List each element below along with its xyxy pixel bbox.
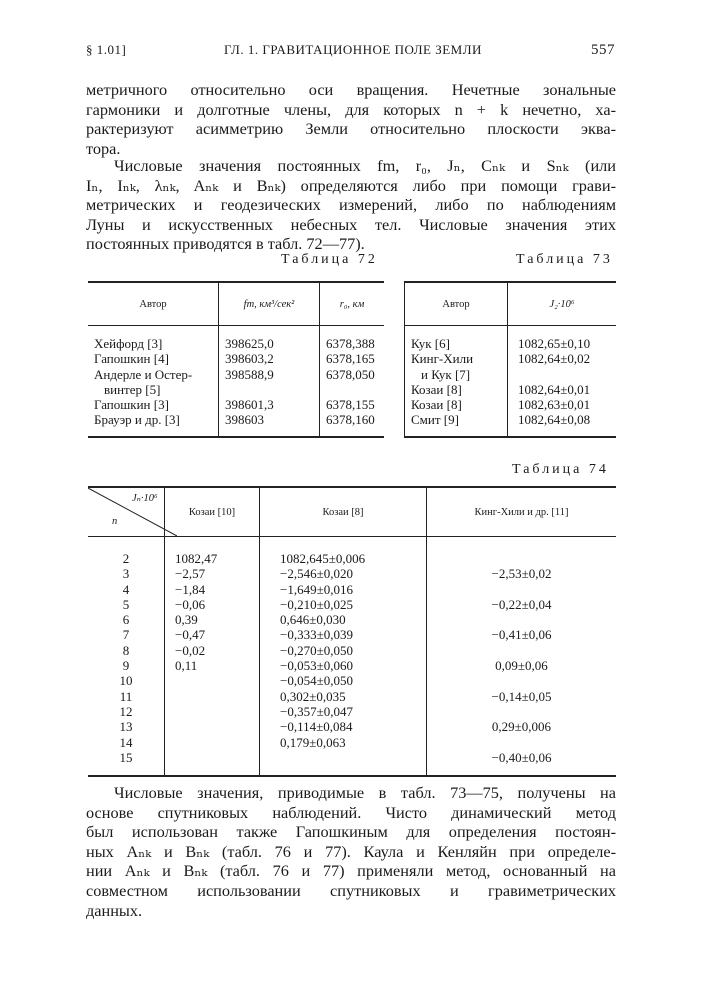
text-line: основе спутниковых наблюдений. Чисто динамический метод — [86, 802, 616, 822]
cell-kozai-10: −0,02 — [165, 643, 260, 658]
cell-fm: 398625,0 — [219, 336, 320, 351]
cell-kozai-10 — [165, 673, 260, 688]
cell-author: Гапошкин [4] — [88, 351, 219, 366]
cell-kozai-10: −0,47 — [165, 627, 260, 642]
cell-author: Козаи [8] — [405, 382, 508, 397]
cell-n: 10 — [88, 673, 165, 688]
table-row — [88, 643, 616, 658]
text-line: метрических и геодезических измерений, либо по наблюдениям — [86, 195, 616, 215]
running-title: ГЛ. 1. ГРАВИТАЦИОННОЕ ПОЛЕ ЗЕМЛИ — [224, 42, 482, 57]
cell-kozai-10: −1,84 — [165, 582, 260, 597]
cell-king-hele — [427, 673, 617, 688]
table-row — [88, 566, 616, 581]
table-row — [88, 612, 616, 627]
cell-kozai-8: 0,179±0,063 — [260, 735, 427, 750]
cell-fm: 398601,3 — [219, 397, 320, 412]
cell-author: винтер [5] — [88, 382, 219, 397]
cell-kozai-8: −0,054±0,050 — [260, 673, 427, 688]
cell-author: Андерле и Остер- — [88, 367, 219, 382]
text-line: постоянных приводятся в табл. 72—77). — [86, 234, 365, 254]
cell-j2: 1082,64±0,08 — [518, 412, 591, 428]
cell-r0: 6378,388 — [326, 336, 375, 351]
table-row — [88, 719, 616, 734]
section-number: § 1.01] — [86, 42, 127, 57]
cell-king-hele: −0,40±0,06 — [491, 749, 552, 765]
cell-king-hele: −0,41±0,06 — [491, 627, 552, 643]
cell-author: Кинг-Хили — [405, 351, 508, 366]
cell-n: 4 — [88, 582, 165, 597]
cell-kozai-10 — [165, 689, 260, 704]
cell-kozai-8: 0,646±0,030 — [260, 612, 427, 627]
header-fm: fm, км³/сек² — [219, 282, 320, 326]
cell-author: Смит [9] — [405, 412, 508, 427]
table-row — [88, 689, 616, 704]
header-king-hele: Кинг-Хили и др. [11] — [427, 487, 617, 537]
cell-r0: 6378,165 — [326, 351, 375, 367]
cell-r0: 6378,155 — [326, 397, 375, 413]
text-line: Луны и искусственных небесных тел. Числовые значения этих — [86, 214, 616, 234]
text-line: совместном использовании спутниковых и гравиметрических — [86, 880, 616, 900]
cell-n: 13 — [88, 719, 165, 734]
cell-author: Козаи [8] — [405, 397, 508, 412]
corner-cell — [88, 487, 165, 537]
cell-author: и Кук [7] — [405, 367, 508, 382]
cell-j2: 1082,64±0,02 — [518, 351, 591, 367]
cell-author: Кук [6] — [405, 336, 508, 351]
table-row — [88, 735, 616, 750]
cell-kozai-10: 1082,47 — [165, 551, 260, 566]
cell-j2: 1082,65±0,10 — [518, 336, 591, 351]
paragraph-2 — [86, 156, 616, 254]
header-kozai-10: Козаи [10] — [165, 487, 260, 537]
text-line: Числовые значения, приводимые в табл. 73—75, получены на — [114, 783, 616, 802]
cell-kozai-10 — [165, 750, 260, 765]
cell-n: 9 — [88, 658, 165, 673]
cell-j2: 1082,64±0,01 — [518, 381, 591, 397]
corner-bottom-label: n — [112, 516, 118, 527]
cell-kozai-8: −0,114±0,084 — [260, 719, 427, 734]
corner-top-label: Jₙ·10⁶ — [132, 493, 158, 504]
header-r0: r₀, км — [320, 282, 385, 326]
page-number: 557 — [591, 42, 615, 58]
cell-r0: 6378,160 — [326, 412, 375, 428]
table-row — [405, 336, 617, 351]
cell-kozai-8: −1,649±0,016 — [260, 582, 427, 597]
table-row — [88, 704, 616, 719]
text-line: данных. — [86, 900, 143, 920]
cell-fm — [219, 382, 320, 397]
cell-n: 2 — [88, 551, 165, 566]
table-row — [405, 397, 617, 412]
table-row — [405, 412, 617, 427]
table-73 — [404, 281, 616, 438]
table-row — [88, 412, 384, 427]
table-row — [88, 582, 616, 597]
cell-kozai-10 — [165, 704, 260, 719]
cell-kozai-10: 0,11 — [165, 658, 260, 673]
table-row — [405, 367, 617, 382]
text-line: тора. — [86, 138, 121, 158]
cell-n: 6 — [88, 612, 165, 627]
cell-kozai-8: 0,302±0,035 — [260, 689, 427, 704]
table-row — [88, 658, 616, 673]
cell-j2: 1082,63±0,01 — [518, 397, 591, 413]
text-line: рактеризуют асимметрию Земли относительно плоскости эква- — [86, 119, 616, 139]
cell-n: 3 — [88, 566, 165, 581]
table-row — [88, 551, 616, 566]
cell-king-hele — [427, 735, 617, 750]
cell-n: 8 — [88, 643, 165, 658]
cell-kozai-8: 1082,645±0,006 — [260, 551, 427, 566]
table-row — [88, 627, 616, 642]
cell-king-hele — [427, 582, 617, 597]
cell-kozai-8 — [260, 750, 427, 765]
table-row — [88, 351, 384, 366]
cell-king-hele — [427, 643, 617, 658]
text-line: ных Aₙₖ и Bₙₖ (табл. 76 и 77). Каула и Кенляйн при определе- — [86, 841, 616, 861]
text-line: Числовые значения постоянных fm, r₀, Jₙ, Cₙₖ и Sₙₖ (или — [114, 156, 616, 175]
text-line: гармоники и долготные члены, для которых n + k нечетно, ха- — [86, 99, 616, 119]
cell-kozai-10: −0,06 — [165, 597, 260, 612]
table-row — [405, 351, 617, 366]
cell-kozai-10 — [165, 719, 260, 734]
cell-n: 7 — [88, 627, 165, 642]
cell-author: Брауэр и др. [3] — [88, 412, 219, 427]
cell-n: 11 — [88, 689, 165, 704]
table-row — [88, 367, 384, 382]
cell-king-hele — [427, 704, 617, 719]
paragraph-3 — [86, 783, 616, 920]
cell-r0 — [320, 382, 385, 397]
table-72-caption: Таблица 72 — [281, 252, 378, 267]
cell-n: 14 — [88, 735, 165, 750]
table-row — [88, 336, 384, 351]
table-row — [88, 382, 384, 397]
cell-fm: 398603 — [219, 412, 320, 427]
cell-fm: 398603,2 — [219, 351, 320, 366]
cell-king-hele: 0,09±0,06 — [495, 658, 548, 674]
header-author: Автор — [405, 282, 508, 326]
cell-r0: 6378,050 — [326, 366, 375, 382]
header-j2: J₂·10⁶ — [508, 282, 617, 326]
text-line: был использован также Гапошкиным для определения постоян- — [86, 822, 616, 842]
text-line: Iₙ, Iₙₖ, λₙₖ, Aₙₖ и Bₙₖ) определяются либо при помощи грави- — [86, 175, 616, 195]
cell-kozai-8: −0,270±0,050 — [260, 643, 427, 658]
cell-king-hele: −2,53±0,02 — [491, 566, 552, 582]
header-kozai-8: Козаи [8] — [260, 487, 427, 537]
cell-n: 12 — [88, 704, 165, 719]
cell-kozai-8: −0,357±0,047 — [260, 704, 427, 719]
cell-kozai-8: −0,210±0,025 — [260, 597, 427, 612]
cell-kozai-10: 0,39 — [165, 612, 260, 627]
cell-j2 — [508, 367, 617, 382]
table-row — [88, 750, 616, 765]
table-74 — [88, 486, 616, 777]
paragraph-1 — [86, 80, 616, 158]
cell-kozai-10 — [165, 735, 260, 750]
cell-king-hele: 0,29±0,006 — [491, 719, 552, 735]
table-row — [405, 382, 617, 397]
text-line: нии Aₙₖ и Bₙₖ (табл. 76 и 77) применяли метод, основанный на — [86, 861, 616, 881]
cell-kozai-8: −0,333±0,039 — [260, 627, 427, 642]
cell-king-hele: −0,22±0,04 — [491, 596, 552, 612]
cell-n: 5 — [88, 597, 165, 612]
cell-kozai-8: −2,546±0,020 — [260, 566, 427, 581]
cell-n: 15 — [88, 750, 165, 765]
cell-king-hele — [427, 612, 617, 627]
table-row — [88, 673, 616, 688]
cell-kozai-8: −0,053±0,060 — [260, 658, 427, 673]
cell-author: Хейфорд [3] — [88, 336, 219, 351]
table-row — [88, 597, 616, 612]
table-73-caption: Таблица 73 — [516, 252, 613, 267]
table-72 — [88, 281, 384, 438]
table-74-caption: Таблица 74 — [512, 462, 609, 477]
cell-fm: 398588,9 — [219, 367, 320, 382]
header-author: Автор — [88, 282, 219, 326]
cell-king-hele: −0,14±0,05 — [491, 688, 552, 704]
cell-kozai-10: −2,57 — [165, 566, 260, 581]
cell-king-hele — [427, 551, 617, 566]
text-line: метричного относительно оси вращения. Нечетные зональные — [86, 80, 616, 99]
table-row — [88, 397, 384, 412]
cell-author: Гапошкин [3] — [88, 397, 219, 412]
